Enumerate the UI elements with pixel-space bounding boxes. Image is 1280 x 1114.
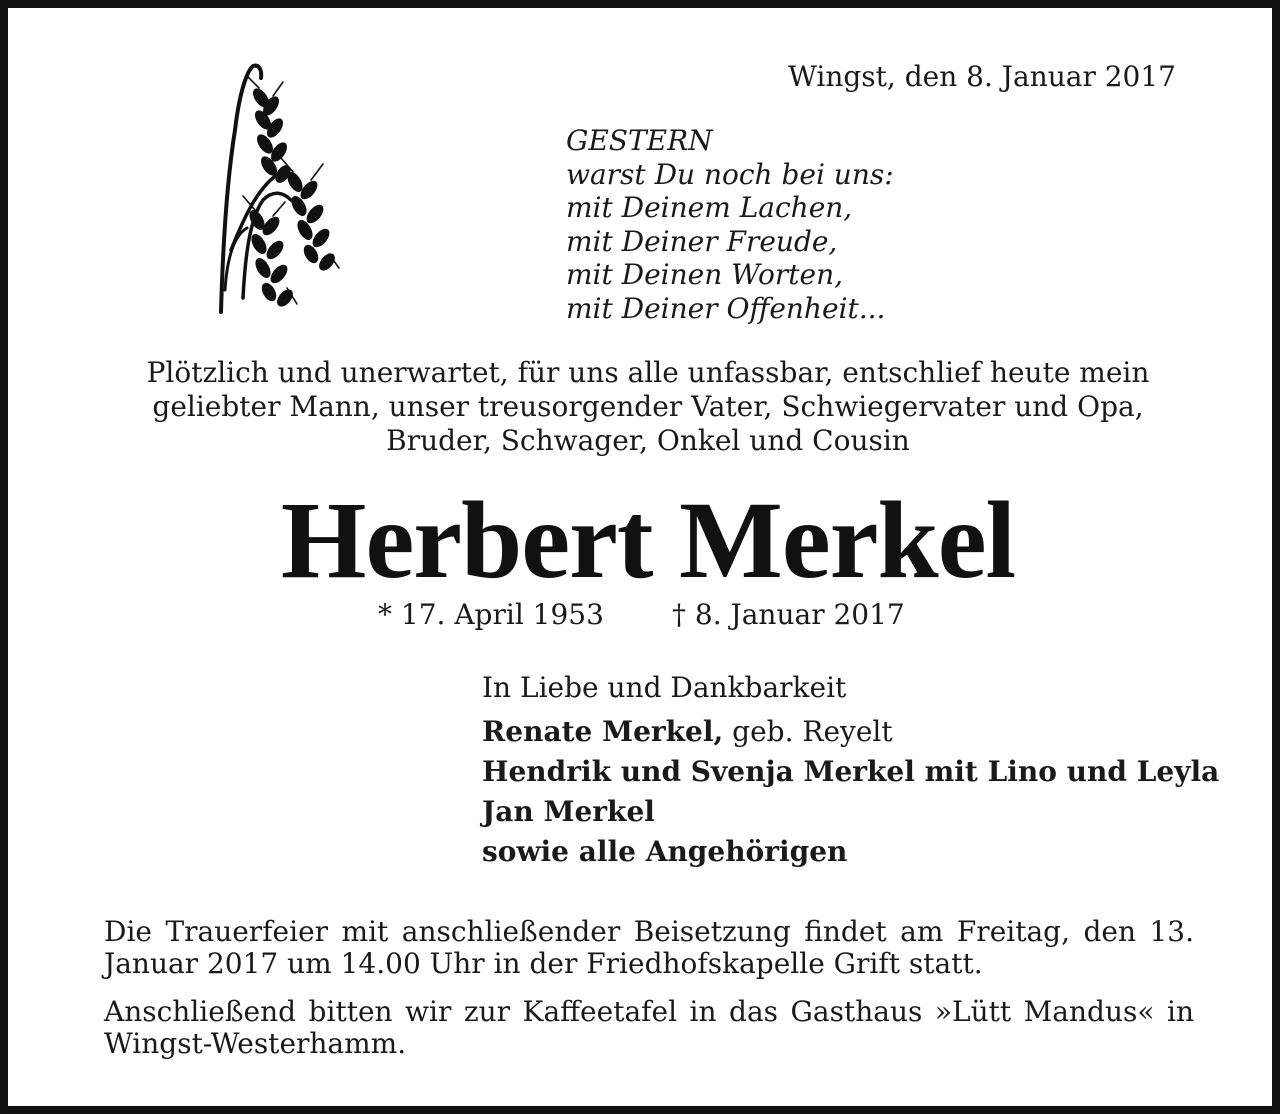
poem-line: warst Du noch bei uns: [566,157,894,191]
mourner-entry [482,832,1219,872]
mourner-name: sowie alle Angehörigen [482,835,848,868]
death-date: † 8. Januar 2017 [672,598,905,631]
poem-line: GESTERN [566,124,713,157]
wheat-ears-icon [213,60,348,318]
announcement-line: Plötzlich und unerwartet, für uns alle unfassbar, entschlief heute mein [146,356,1150,389]
mourners-greeting: In Liebe und Dankbarkeit [482,671,847,704]
mourner-name: Renate Merkel, [482,715,724,748]
poem-line: mit Deinen Worten, [566,258,844,291]
mourner-name: Jan Merkel [482,795,655,828]
announcement-text [88,356,1208,458]
funeral-info: Die Trauerfeier mit anschließender Beisetzung findet am Freitag, den 13. Januar 2017 um 14.00 Uhr in der Friedhofskapelle Grift statt. [104,915,1194,980]
deceased-name: Herbert Merkel [280,479,1016,601]
mourners-list [482,668,1219,872]
mourner-note: geb. Reyelt [723,715,893,748]
poem-line: mit Deinem Lachen, [566,191,853,224]
place-date: Wingst, den 8. Januar 2017 [788,60,1176,93]
birth-date: * 17. April 1953 [378,598,604,631]
announcement-line: geliebter Mann, unser treusorgender Vater, Schwiegervater und Opa, [152,390,1144,423]
mourner-entry [482,792,1219,832]
poem-line: mit Deiner Offenheit... [566,291,886,325]
poem [566,124,894,325]
poem-line: mit Deiner Freude, [566,224,838,258]
announcement-line: Bruder, Schwager, Onkel und Cousin [386,424,910,457]
mourner-name: Hendrik und Svenja Merkel mit Lino und Leyla [482,755,1220,788]
mourner-entry [482,752,1219,792]
reception-info: Anschließend bitten wir zur Kaffeetafel in das Gasthaus »Lütt Mandus« in Wingst-Westerhamm. [104,995,1194,1060]
mourner-entry [482,712,1219,752]
